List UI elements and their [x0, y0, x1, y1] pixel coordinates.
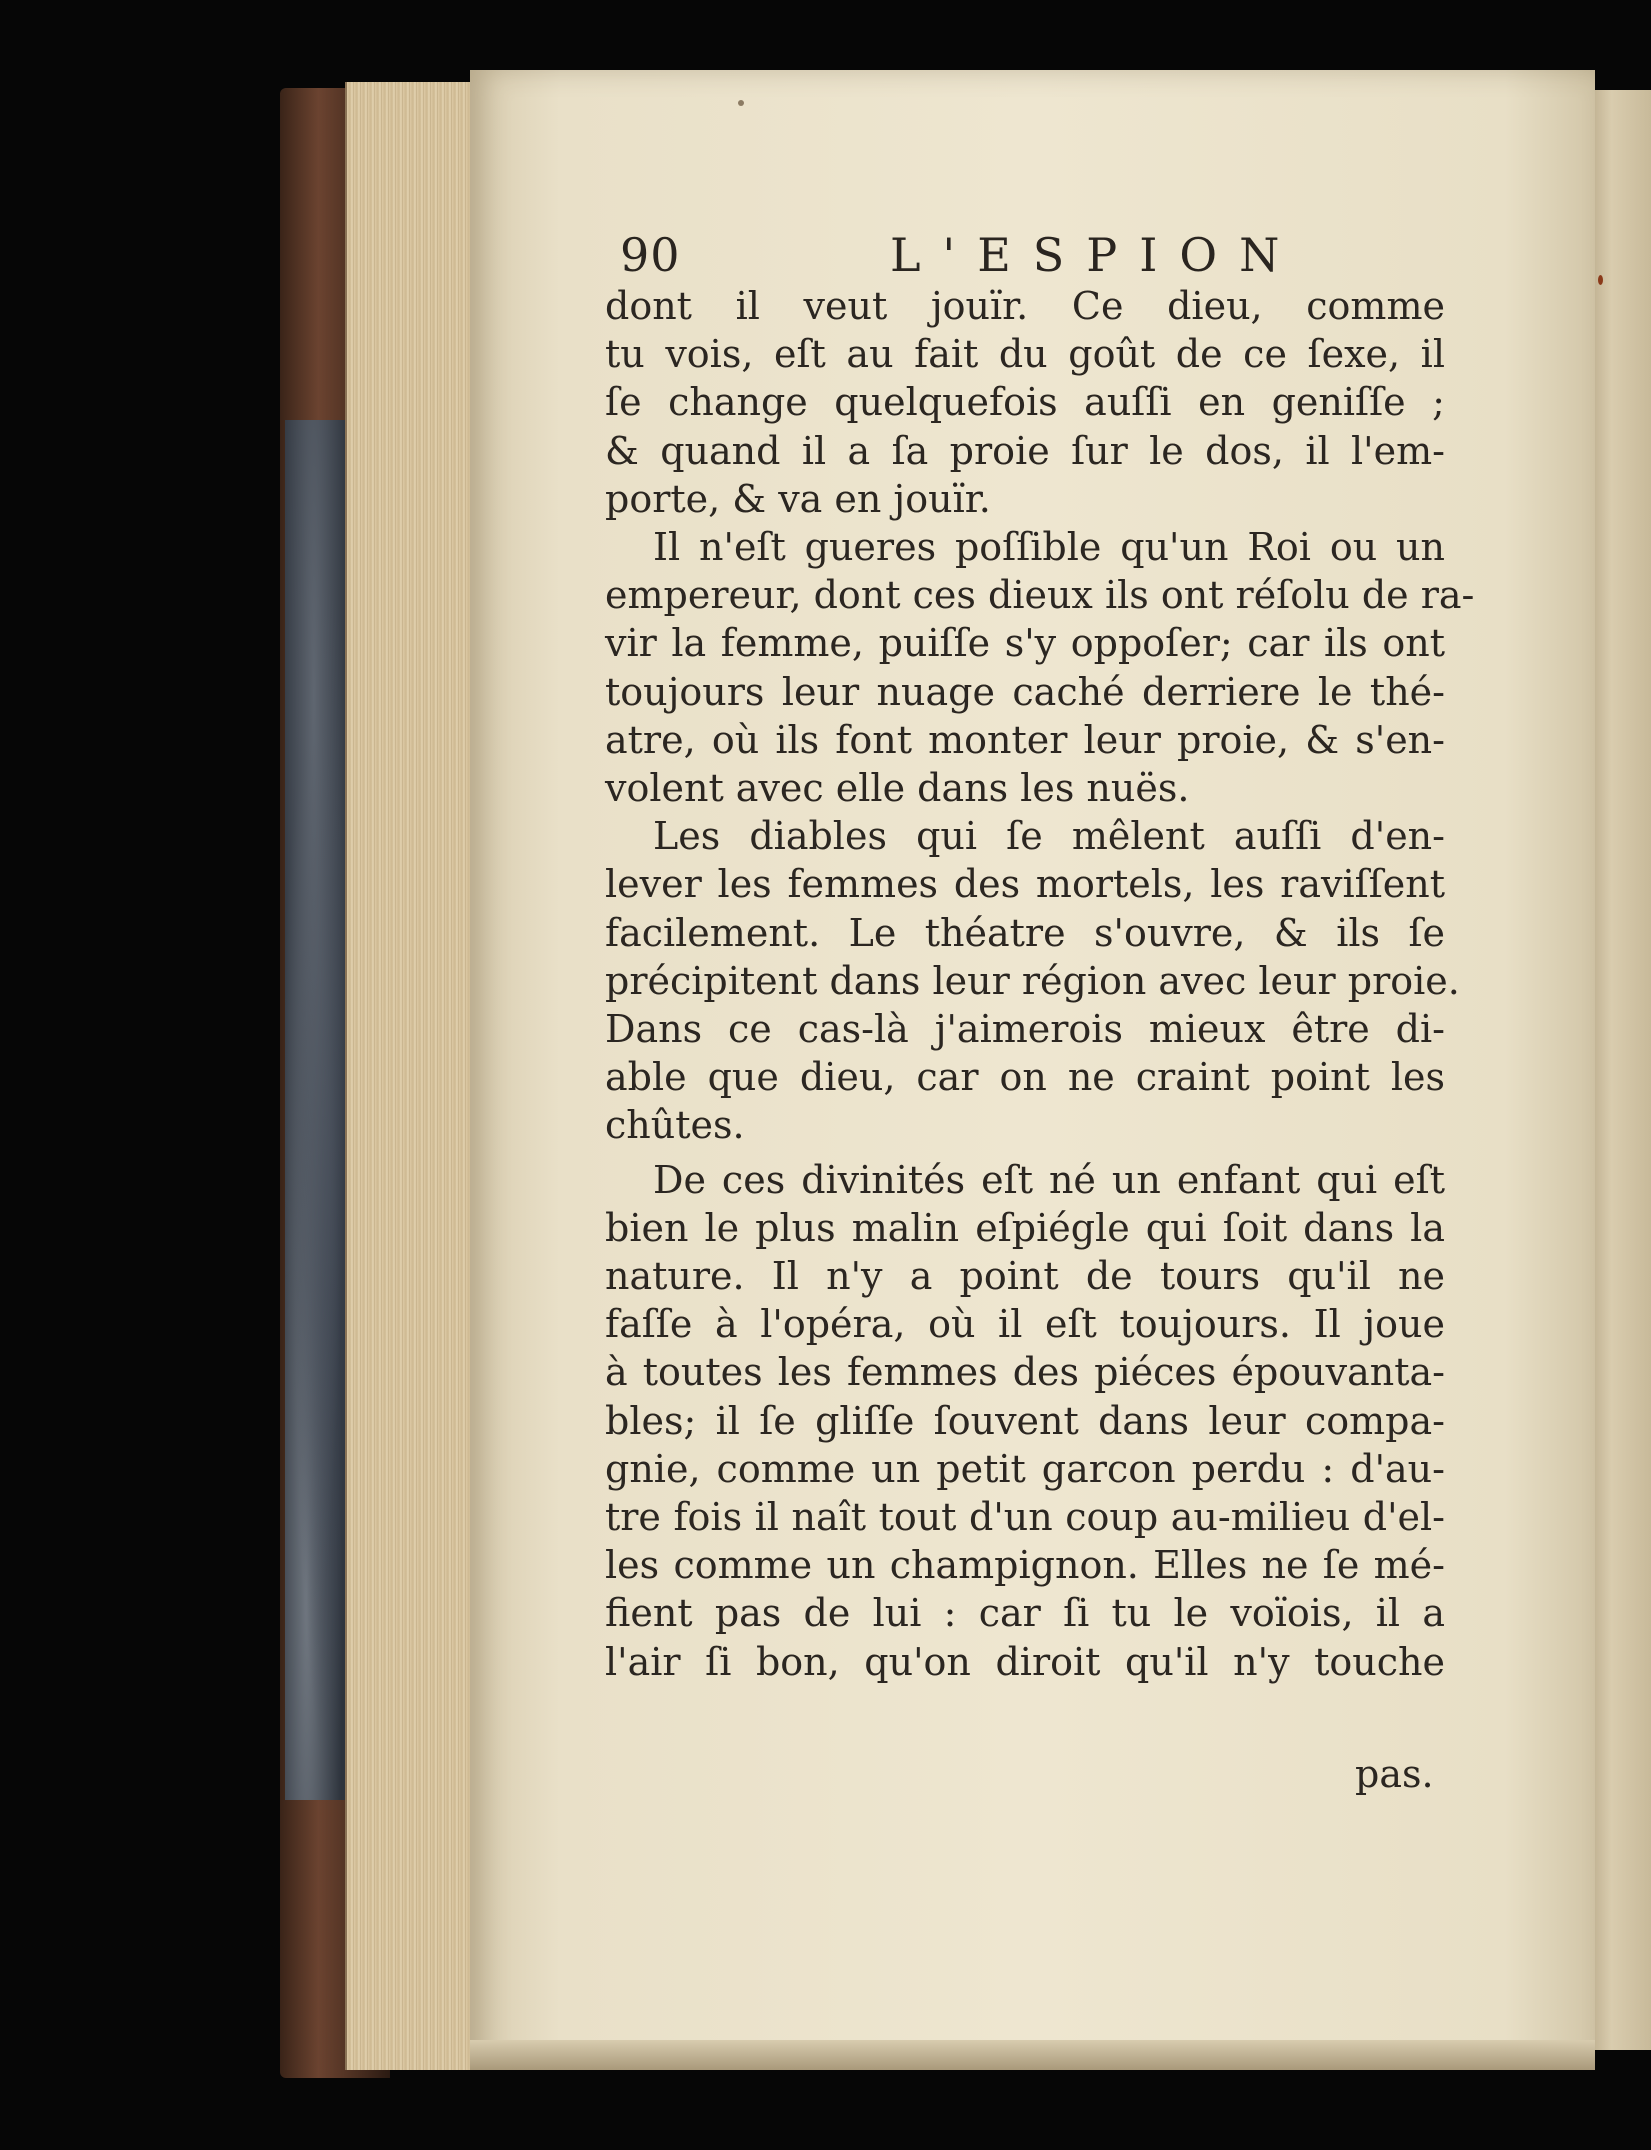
text-line: & quand il a ſa proie ſur le dos, il l'em- — [605, 428, 1445, 473]
text-line: faſſe à l'opéra, où il eſt toujours. Il joue — [605, 1302, 1445, 1347]
text-line: toujours leur nuage caché derriere le thé- — [605, 669, 1445, 714]
text-line: lever les femmes des mortels, les raviſſent — [605, 862, 1445, 907]
text-line: chûtes. — [605, 1103, 745, 1148]
page-header — [620, 228, 1620, 288]
text-line: empereur, dont ces dieux ils ont réſolu de ra- — [605, 573, 1475, 618]
ink-speck — [738, 100, 744, 106]
text-line: dont il veut jouïr. Ce dieu, comme — [605, 284, 1445, 328]
page-number: 90 — [620, 228, 681, 282]
text-line: Les diables qui ſe mêlent auſſi d'en- — [653, 814, 1445, 859]
text-line: porte, & va en jouïr. — [605, 476, 991, 521]
page-bottom-edge — [470, 2040, 1595, 2070]
text-line: Dans ce cas-là j'aimerois mieux être di- — [605, 1007, 1445, 1052]
text-line: l'air ſi bon, qu'on diroit qu'il n'y touche — [605, 1639, 1445, 1684]
page-edges — [345, 82, 487, 2070]
text-line: vir la femme, puiſſe s'y oppoſer; car ils ont — [605, 621, 1445, 666]
text-line: able que dieu, car on ne craint point les — [605, 1055, 1445, 1100]
text-line: tre fois il naît tout d'un coup au-milieu d'el- — [605, 1495, 1445, 1540]
text-line: bles; il ſe gliſſe ſouvent dans leur compa- — [605, 1398, 1445, 1443]
text-line: facilement. Le théatre s'ouvre, & ils ſe — [605, 910, 1445, 955]
text-line: atre, où ils font monter leur proie, & s'en- — [605, 717, 1445, 762]
text-line: De ces divinités eſt né un enfant qui eſt — [653, 1157, 1445, 1202]
text-line: volent avec elle dans les nuës. — [605, 766, 1190, 811]
text-line: Il n'eſt gueres poſſible qu'un Roi ou un — [653, 525, 1445, 570]
text-line: les comme un champignon. Elles ne ſe mé- — [605, 1543, 1445, 1588]
text-line: précipitent dans leur région avec leur proie. — [605, 958, 1460, 1003]
text-line: tu vois, eſt au fait du goût de ce ſexe, il — [605, 332, 1445, 377]
text-line: fient pas de lui : car ſi tu le voïois, il a — [605, 1591, 1445, 1636]
body-text — [605, 282, 1475, 1686]
catchword: pas. — [1355, 1752, 1434, 1796]
text-line: ſe change quelquefois auſſi en geniſſe ; — [605, 380, 1445, 425]
text-line: bien le plus malin eſpiégle qui ſoit dans la — [605, 1205, 1445, 1250]
running-title: L'ESPION — [890, 228, 1302, 282]
text-line: gnie, comme un petit garcon perdu : d'au- — [605, 1446, 1445, 1491]
text-line: nature. Il n'y a point de tours qu'il ne — [605, 1254, 1445, 1299]
text-line: à toutes les femmes des piéces épouvanta- — [605, 1350, 1445, 1395]
